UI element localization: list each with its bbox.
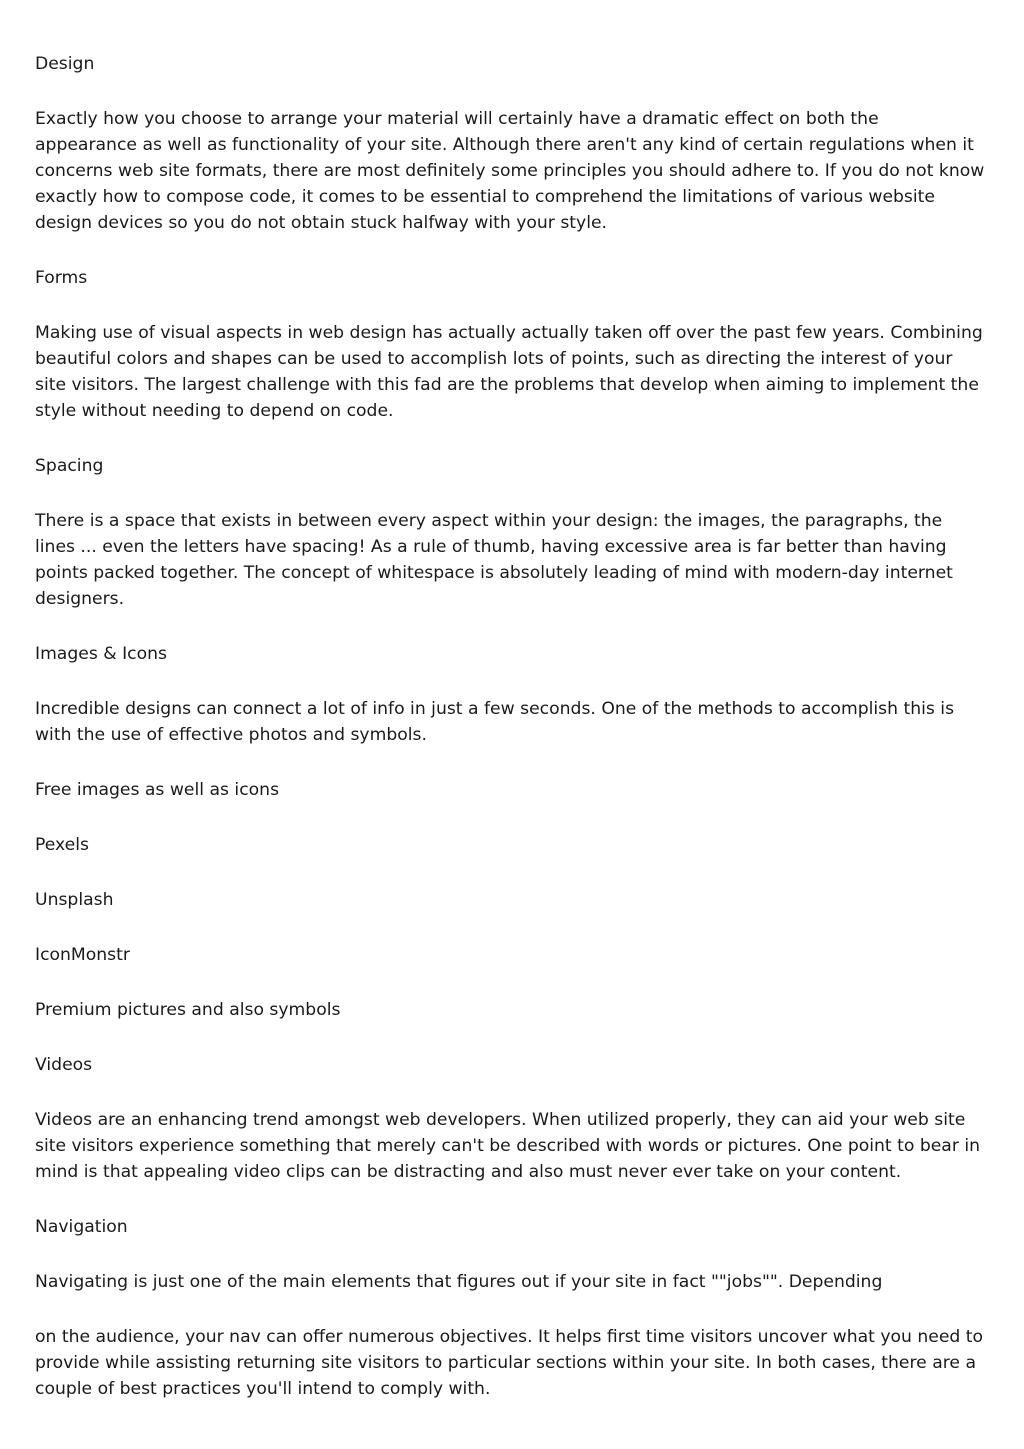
free-images-line: Free images as well as icons — [35, 780, 280, 800]
navigation-heading: Navigation — [35, 1217, 128, 1237]
design-heading: Design — [35, 54, 95, 74]
forms-paragraph: Making use of visual aspects in web design has actually actually taken off over the past few years. Combining beautiful colors and shapes can be used to accomplish lots of points, such as directing the interest of your site visitors. The largest challenge with this fad are the problems that develop when aiming to implement the style without needing to depend on code. — [35, 323, 983, 421]
images-icons-heading: Images & Icons — [35, 644, 167, 664]
unsplash-line: Unsplash — [35, 890, 114, 910]
document-page — [35, 51, 985, 1431]
iconmonstr-line: IconMonstr — [35, 945, 130, 965]
forms-heading: Forms — [35, 268, 88, 288]
pexels-line: Pexels — [35, 835, 89, 855]
premium-line: Premium pictures and also symbols — [35, 1000, 341, 1020]
videos-paragraph: Videos are an enhancing trend amongst web developers. When utilized properly, they can aid your web site site visitors experience something that merely can't be described with words or pictures. One point to bear in mind is that appealing video clips can be distracting and also must never ever take on your content. — [35, 1110, 981, 1182]
videos-heading: Videos — [35, 1055, 93, 1075]
navigation-paragraph-2: on the audience, your nav can offer numerous objectives. It helps first time visitors uncover what you need to provide while assisting returning site visitors to particular sections within your site. In both cases, there are a couple of best practices you'll intend to comply with. — [35, 1327, 984, 1399]
spacing-heading: Spacing — [35, 456, 104, 476]
design-paragraph: Exactly how you choose to arrange your material will certainly have a dramatic effect on both the appearance as well as functionality of your site. Although there aren't any kind of certain regulations when it concerns web site formats, there are most definitely some principles you should adhere to. If you do not know exactly how to compose code, it comes to be essential to comprehend the limitations of various website design devices so you do not obtain stuck halfway with your style. — [35, 109, 985, 233]
spacing-paragraph: There is a space that exists in between every aspect within your design: the images, the paragraphs, the lines ... even the letters have spacing! As a rule of thumb, having excessive area is far better than having points packed together. The concept of whitespace is absolutely leading of mind with modern-day internet designers. — [35, 511, 953, 609]
navigation-paragraph-1: Navigating is just one of the main elements that figures out if your site in fact ""jobs"". Depending — [35, 1272, 883, 1292]
images-icons-paragraph: Incredible designs can connect a lot of info in just a few seconds. One of the methods to accomplish this is with the use of effective photos and symbols. — [35, 699, 955, 745]
